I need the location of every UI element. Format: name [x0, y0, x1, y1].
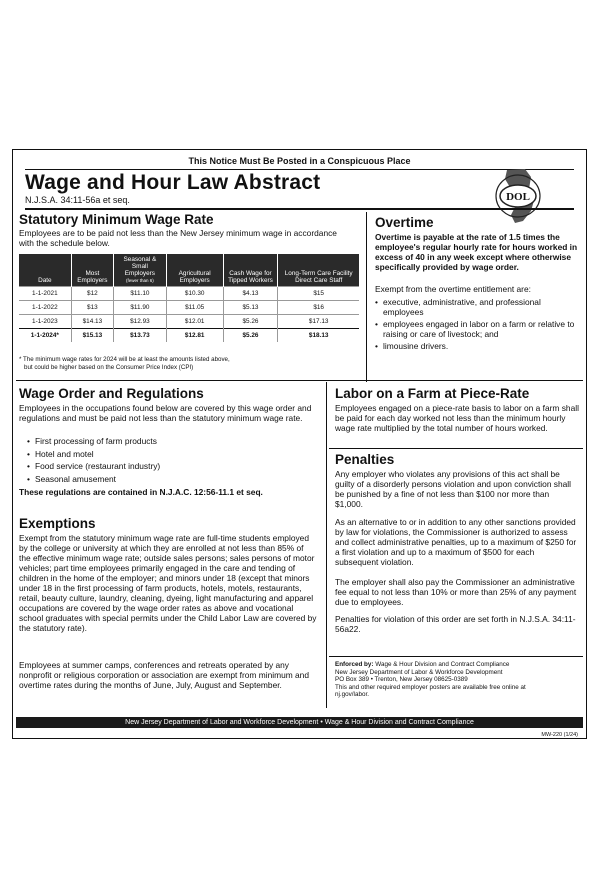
table-cell: $12.81: [166, 329, 223, 343]
page-title: Wage and Hour Law Abstract: [25, 171, 321, 194]
table-cell: $10.30: [166, 287, 223, 301]
form-number: MW-220 (1/24): [541, 732, 578, 738]
table-cell: 1-1-2021: [19, 287, 71, 301]
section-divider: [329, 448, 583, 449]
column-divider: [326, 382, 327, 708]
table-header-row: [19, 254, 359, 287]
enforcement-block: [335, 661, 583, 699]
section-divider: [329, 656, 583, 657]
overtime-rule: Overtime is payable at the rate of 1.5 times the employee's regular hourly rate for hours worked in excess of 40 in any week except where otherwise specifically provided by wage order.: [375, 232, 578, 272]
column-header: Most Employers: [71, 254, 113, 287]
table-cell: $13: [71, 301, 113, 315]
enforced-label: Enforced by:: [335, 661, 374, 668]
labor-website-link[interactable]: nj.gov/labor.: [335, 691, 369, 699]
list-item: • First processing of farm products: [27, 435, 307, 448]
list-item: • executive, administrative, and professional employees: [375, 297, 580, 317]
table-cell: $17.13: [278, 315, 359, 329]
enforcement-division: Wage & Hour Division and Contract Compliance: [375, 661, 510, 668]
table-cell: $5.26: [223, 315, 278, 329]
column-header: Long-Term Care Facility Direct Care Staff: [278, 254, 359, 287]
dol-seal-icon: [485, 167, 551, 225]
table-cell: $13.73: [114, 329, 167, 343]
table-cell: $12: [71, 287, 113, 301]
footnote-line: but could be higher based on the Consumer Price Index (CPI): [24, 363, 194, 371]
exemptions-paragraph: Exempt from the statutory minimum wage rate are full-time students employed by the college or university at which they are enrolled at not less than 85% of the effective minimum wage rate; outside sales persons; sales persons of motor vehicles; part time employees primarily engaged in the care and tending of children in the home of the employer; and minors under 18 (except that minors under 18 in the first processing of farm products, hotels, motels, restaurants, retail, beauty culture, laundry, cleaning, dyeing, light manufacturing and apparel occupations are covered by the wage order rates as above and vocational school graduates with special permits under the Child Labor Law are covered by the statutory rate).: [19, 533, 317, 633]
min-wage-footnote: [19, 356, 230, 371]
list-item: • Food service (restaurant industry): [27, 460, 307, 473]
piece-rate-heading: Labor on a Farm at Piece-Rate: [335, 386, 530, 401]
table-row: [19, 301, 359, 315]
table-cell: $11.05: [166, 301, 223, 315]
wage-order-heading: Wage Order and Regulations: [19, 386, 204, 401]
table-cell: $16: [278, 301, 359, 315]
min-wage-heading: Statutory Minimum Wage Rate: [19, 212, 214, 227]
seal-text: DOL: [506, 191, 530, 203]
column-header: [114, 254, 167, 287]
penalties-paragraph: Any employer who violates any provisions of this act shall be guilty of a disorderly persons violation and upon conviction shall be punished by a fine of not less than $100 nor more than $1,000.: [335, 469, 572, 509]
min-wage-table: [19, 254, 359, 342]
column-divider: [366, 212, 367, 382]
exemptions-heading: Exemptions: [19, 516, 96, 531]
table-cell: $11.90: [114, 301, 167, 315]
wage-order-intro: Employees in the occupations found below are covered by this wage order and regulations and must be paid not less than the statutory minimum wage rate.: [19, 403, 312, 423]
column-header: Agricultural Employers: [166, 254, 223, 287]
table-cell: $14.13: [71, 315, 113, 329]
section-divider: [16, 380, 583, 381]
table-cell: $15: [278, 287, 359, 301]
enforcement-line: PO Box 389 • Trenton, New Jersey 08625-0389: [335, 676, 468, 684]
table-cell: $5.26: [223, 329, 278, 343]
table-row: [19, 329, 359, 343]
table-cell: 1-1-2023: [19, 315, 71, 329]
column-header: Cash Wage for Tipped Workers: [223, 254, 278, 287]
penalties-paragraph: Penalties for violation of this order are set forth in N.J.S.A. 34:11-56a22.: [335, 614, 576, 634]
column-header: Date: [19, 254, 71, 287]
title-divider: [25, 208, 574, 210]
enforcement-line: This and other required employer posters are available free online at: [335, 683, 526, 691]
table-cell: $12.01: [166, 315, 223, 329]
list-item: • employees engaged in labor on a farm or relative to raising or care of livestock; and: [375, 319, 580, 339]
overtime-heading: Overtime: [375, 215, 434, 230]
wage-order-regulations: These regulations are contained in N.J.A.C. 12:56-11.1 et seq.: [19, 487, 263, 497]
penalties-paragraph: As an alternative to or in addition to any other sanctions provided by law for violations, the Commissioner is authorized to assess and collect administrative penalties, up to a maximum of $250 for a first violation and up to a maximum of $500 for each subsequent violation.: [335, 517, 577, 567]
penalties-heading: Penalties: [335, 452, 395, 467]
table-cell: $5.13: [223, 301, 278, 315]
penalties-paragraph: The employer shall also pay the Commissioner an administrative fee equal to not less than 10% or more than 25% of any payment due to employees.: [335, 577, 577, 607]
table-row: [19, 315, 359, 329]
overtime-exempt-intro: Exempt from the overtime entitlement are:: [375, 284, 531, 294]
wage-order-list: [27, 435, 307, 485]
table-row: [19, 287, 359, 301]
list-item: • Hotel and motel: [27, 448, 307, 461]
table-cell: 1-1-2022: [19, 301, 71, 315]
footnote-line: * The minimum wage rates for 2024 will be at least the amounts listed above,: [19, 356, 230, 363]
table-cell: $12.93: [114, 315, 167, 329]
table-cell: 1-1-2024*: [19, 329, 71, 343]
footer-bar: New Jersey Department of Labor and Workforce Development • Wage & Hour Division and Contract Compliance: [16, 717, 583, 728]
poster: [12, 149, 587, 739]
column-header-note: (fewer than 6): [126, 278, 154, 283]
column-header-label: Seasonal & Small Employers: [123, 256, 157, 277]
table-cell: $4.13: [223, 287, 278, 301]
min-wage-intro: Employees are to be paid not less than the New Jersey minimum wage in accordance with the schedule below.: [19, 228, 337, 248]
list-item: • limousine drivers.: [375, 341, 580, 351]
exemptions-paragraph: Employees at summer camps, conferences and retreats operated by any nonprofit or religious corporation or association are exempt from minimum and overtime rates during the months of June, July, August and September.: [19, 660, 310, 690]
enforcement-line: New Jersey Department of Labor & Workforce Development: [335, 668, 503, 676]
overtime-exempt-list: [375, 297, 580, 351]
statute-citation: N.J.S.A. 34:11-56a et seq.: [25, 195, 130, 205]
table-cell: $15.13: [71, 329, 113, 343]
enforcement-line: [335, 661, 583, 669]
list-item: • Seasonal amusement: [27, 473, 307, 486]
piece-rate-text: Employees engaged on a piece-rate basis to labor on a farm shall be paid for each day worked not less than the minimum hourly wage rate multiplied by the total number of hours worked.: [335, 403, 579, 433]
table-cell: $11.10: [114, 287, 167, 301]
posting-notice: This Notice Must Be Posted in a Conspicuous Place: [188, 156, 411, 166]
table-cell: $18.13: [278, 329, 359, 343]
